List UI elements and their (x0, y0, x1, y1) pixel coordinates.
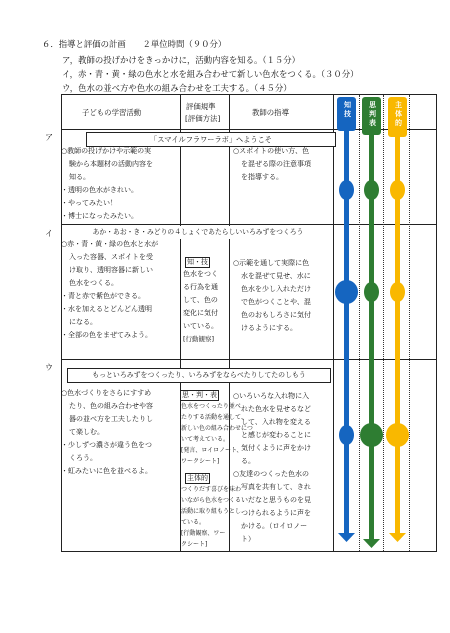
attitude-marker-a (390, 180, 405, 200)
thinking-marker-c (360, 423, 383, 447)
row-a-activity: ○教師の投げかけや示範の実 験から本題材の活動内容を 知る。 ・透明の色水がきれい。 ・やってみたい！ ・博士になったみたい。 (61, 147, 153, 220)
knowledge-label: 知 技 (344, 101, 351, 118)
attitude-marker-c (386, 423, 409, 447)
row-c-criteria-2: つくりだす喜びを味わ いながら色水をつくる 活動に取り組もうとし ている。 [行動観察、ワー クシート] (181, 486, 242, 548)
attitude-bar (386, 97, 409, 542)
criteria-tag-knowledge: 知・技 (187, 258, 208, 266)
thinking-arrow (363, 539, 380, 548)
row-b-title: あか・あお・き・みどりの４しょくであたらしいいろみずをつくろう (63, 226, 333, 239)
row-c-teacher: ○いろいろな入れ物に入 れた色水を見せるなど して、入れ物を変える と感じが変わることに 気付くように声をかけ る。 ○友達のつくった色水の 写真を共有して、きれ いだなと思うものを見 つけられるように声を かける。（ロイロノー ト） (233, 392, 311, 543)
header-criteria-method: [評価方法] (185, 114, 221, 123)
header-activity: 子どもの学習活動 (82, 108, 142, 117)
header-criteria: 評価規準 (186, 102, 216, 111)
knowledge-marker-c (339, 425, 354, 445)
criteria-tag-thinking: 思・判・表 (182, 391, 217, 399)
row-c-activity: ○色水づくりをさらにすすめ たり、色の組み合わせや容 器の並べ方を工夫したりし て楽しむ。 ・少しずつ濃さが違う色をつ くろう。 ・虹みたいに色を並べるよ。 (61, 389, 153, 475)
row-c-criteria-1: 色水をつくったり並べ たりする活動を通して、 新しい色の組み合わせにつ いて考えている。 [発言、ロイロノート、 ワークシート] (181, 403, 253, 465)
row-b-activity: ○赤・青・黄・緑の色水と水が 入った容器、スポイトを受 け取り、透明容器に新しい 色水をつくる。 ・青と赤で紫色ができる。 ・水を加えるとどんどん透明 になる。 ・全部の色をまぜてみよう。 (61, 240, 159, 339)
row-label-b: イ (45, 229, 53, 238)
thinking-label: 思 判 表 (369, 101, 376, 127)
evaluation-bars (334, 95, 437, 553)
goal-a: ア，教師の投げかけをきっかけに，活動内容を知る。（１５分） (62, 55, 301, 65)
attitude-arrow (389, 533, 406, 542)
row-a-teacher: ○スポイトの使い方、色 を混ぜる際の注意事項 を指導する。 (233, 147, 311, 181)
row-label-a: ア (45, 133, 53, 142)
attitude-marker-b (390, 282, 405, 302)
knowledge-marker-a (339, 180, 354, 200)
row-label-c: ウ (45, 363, 53, 372)
goal-c: ウ，色水の並べ方や色水の組み合わせを工夫する。（４５分） (62, 83, 292, 93)
criteria-tag-attitude: 主体的 (187, 474, 208, 482)
goal-b: イ，赤・青・黄・緑の色水と水を組み合わせて新しい色水をつくる。（３０分） (62, 69, 359, 79)
attitude-label: 主 体 的 (395, 101, 402, 127)
knowledge-bar (335, 97, 358, 542)
plan-table (61, 94, 437, 552)
row-a-title: 「スマイルフラワーラボ」へようこそ (86, 132, 336, 147)
row-c-title: もっといろみずをつくったり、いろみずをならべたりしてたのしもう (67, 368, 331, 383)
row-b-teacher: ○示範を通して実際に色 水を混ぜて見せ、水に 色水を少し入れただけ で色がつくことや、混 色のおもしろさに気付 けるようにする。 (233, 259, 311, 332)
row-b-criteria: 色水をつく る行為を通 して、色の 変化に気付 いている。 [行動観察] (183, 270, 218, 343)
header-teacher: 教師の指導 (252, 108, 289, 117)
thinking-bar (360, 97, 383, 548)
knowledge-arrow (338, 533, 355, 542)
thinking-marker-b (364, 282, 379, 302)
knowledge-marker-b (335, 280, 358, 304)
section-heading: ６．指導と評価の計画 ２単位時間（９０分） (42, 39, 227, 49)
thinking-marker-a (364, 180, 379, 200)
